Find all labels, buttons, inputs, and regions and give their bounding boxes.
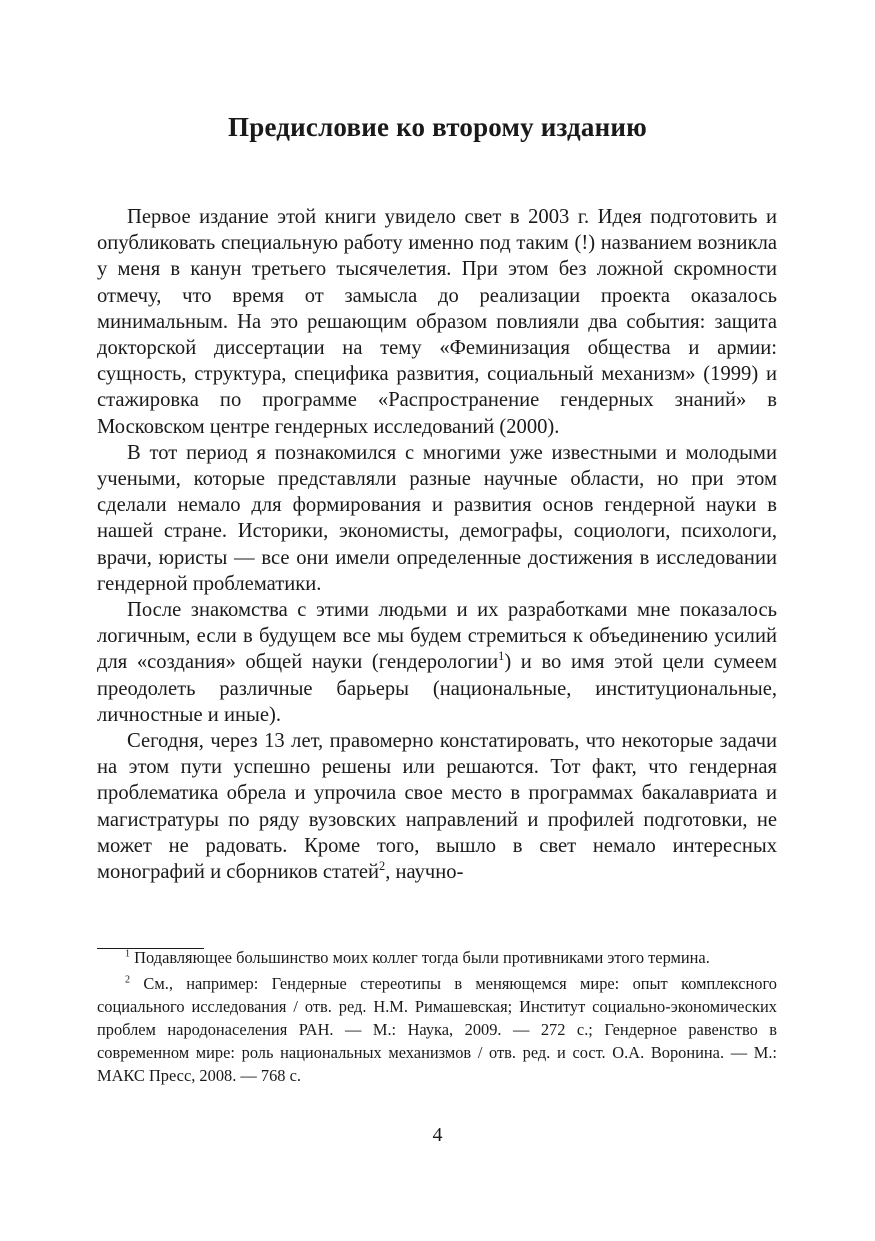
paragraph-3-text-b: ) и во имя этой цели сумеем преодолеть различные барьеры (национальные, институциональные, личностные и иные). — [97, 651, 777, 726]
footnote-2 — [97, 972, 777, 1087]
paragraph-2: В тот период я познакомился с многими уже известными и молодыми учеными, которые представляли разные научные области, но при этом сделали немало для формирования и развития основ гендерной науки в нашей стране. Историки, экономисты, демографы, социологи, психологи, врачи, юристы — все они имели определенные достижения в исследовании гендерной проблематики. — [97, 441, 777, 595]
paragraph-1: Первое издание этой книги увидело свет в 2003 г. Идея подготовить и опубликовать специальную работу именно под таким (!) названием возникла у меня в канун третьего тысячелетия. При этом без ложной скромности отмечу, что время от замысла до реализации проекта оказалось минимальным. На это решающим образом повлияли два события: защита докторской диссертации на тему «Феминизация общества и армии: сущность, структура, специфика развития, социальный механизм» (1999) и стажировка по программе «Распространение гендерных знаний» в Московском центре гендерных исследований (2000). — [97, 206, 777, 438]
footnotes — [97, 946, 777, 1090]
footnote-1-mark: 1 — [125, 948, 131, 960]
footnote-ref-1[interactable]: 1 — [498, 649, 505, 664]
footnote-ref-2[interactable]: 2 — [379, 859, 386, 874]
footnote-1-text: Подавляющее большинство моих коллег тогда были противниками этого термина. — [130, 948, 710, 967]
paragraph-3-text-a: После знакомства с этими людьми и их разработками мне показалось логичным, если в будущем все мы будем стремиться к объединению усилий для «создания» общей науки (гендерологии — [97, 599, 777, 674]
paragraph-4-text-b: , научно- — [385, 861, 464, 884]
paragraph-4-text-a: Сегодня, через 13 лет, правомерно констатировать, что некоторые задачи на этом пути успешно решены или решаются. Тот факт, что гендерная проблематика обрела и упрочила свое место в программах бакалавриата и магистратуры по ряду вузовских направлений и профилей подготовки, не может не радовать. Кроме того, вышло в свет немало интересных монографий и сборников статей — [97, 730, 777, 884]
footnote-1 — [97, 946, 777, 969]
footnote-2-text: См., например: Гендерные стереотипы в меняющемся мире: опыт комплексного социального исследования / отв. ред. Н.М. Римашевская; Институт социально-экономических проблем народонаселения РАН. — М.: Наука, 2009. — 272 с.; Гендерное равенство в современном мире: роль национальных механизмов / отв. ред. и сост. О.А. Воронина. — М.: МАКС Пресс, 2008. — 768 с. — [97, 974, 777, 1085]
page-number: 4 — [432, 1124, 443, 1146]
paragraph-3 — [97, 597, 777, 728]
footnote-2-mark: 2 — [125, 974, 131, 986]
main-text — [97, 204, 777, 885]
paragraph-4 — [97, 728, 777, 885]
chapter-title: Предисловие ко второму изданию — [228, 112, 647, 142]
